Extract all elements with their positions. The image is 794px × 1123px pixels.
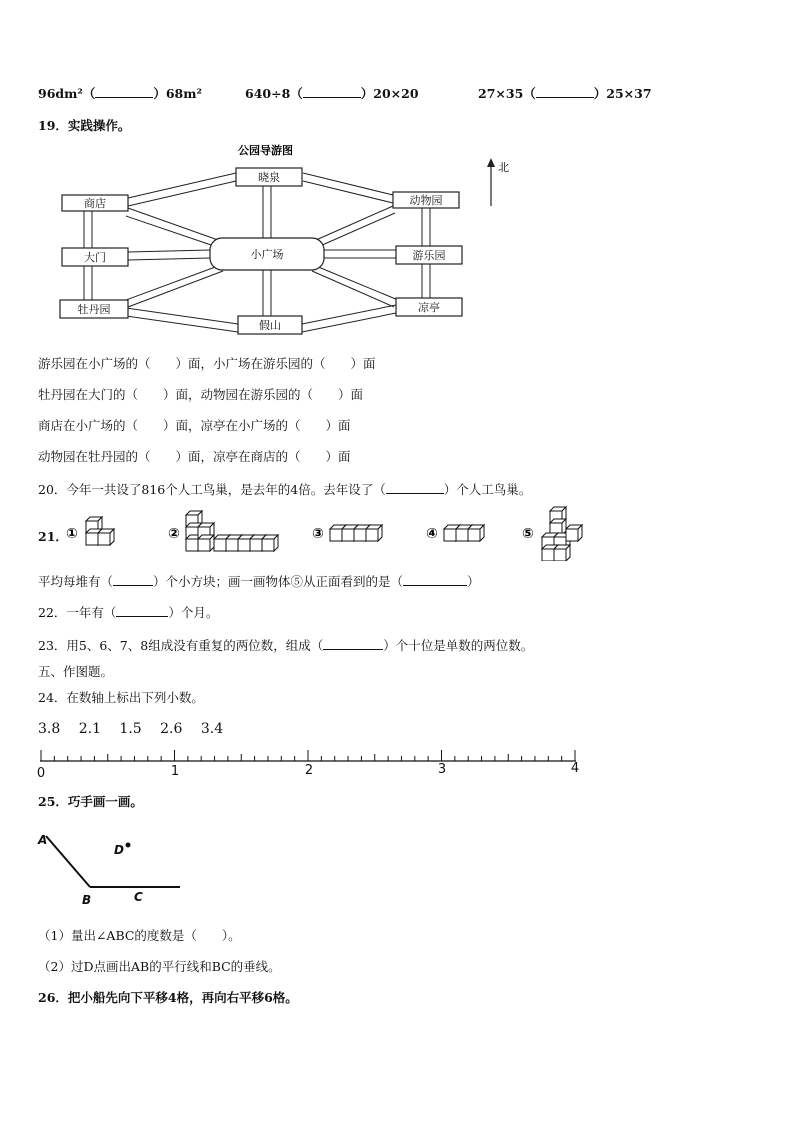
point-d	[126, 843, 131, 848]
label-liangting: 凉亭	[418, 301, 440, 314]
angle-figure	[34, 826, 194, 906]
axis-label-1: 1	[170, 764, 180, 779]
label-youleyuan: 游乐园	[412, 249, 446, 262]
label-shangdian: 商店	[84, 197, 106, 210]
axis-label-2: 2	[304, 763, 314, 778]
q21-question	[38, 572, 480, 590]
label-a: A	[38, 833, 48, 847]
q22	[38, 603, 218, 621]
q18-item-1	[38, 84, 202, 102]
q23-after: ）个十位是单数的两位数。	[383, 638, 534, 653]
q25-sub2: （2）过D点画出AB的平行线和BC的垂线。	[38, 959, 281, 974]
q18-item-2-right: ）20×20	[360, 86, 419, 101]
label-damen: 大门	[84, 251, 106, 264]
q20-before: 20．今年一共设了816个人工鸟巢，是去年的4倍。去年设了（	[38, 482, 386, 497]
q21-figure-2	[186, 511, 278, 551]
q19-title: 19．实践操作。	[38, 118, 131, 133]
q21-marker-4: ④	[426, 526, 438, 542]
axis-label-3: 3	[437, 762, 447, 777]
q21-blank-1[interactable]	[113, 574, 153, 586]
q19-line-2: 牡丹园在大门的（ ）面，动物园在游乐园的（ ）面	[38, 387, 364, 402]
label-mudanyuan: 牡丹园	[77, 303, 111, 316]
q20-blank[interactable]	[386, 482, 444, 494]
q22-blank[interactable]	[116, 605, 168, 617]
q18-item-1-right: ）68m²	[153, 86, 202, 101]
q21-figure-1	[86, 517, 114, 545]
q25-title: 25．巧手画一画。	[38, 794, 143, 809]
q24-numbers: 3.8 2.1 1.5 2.6 3.4	[38, 721, 224, 737]
q19-line-4: 动物园在牡丹园的（ ）面，凉亭在商店的（ ）面	[38, 449, 351, 464]
q20-after: ）个人工鸟巢。	[443, 482, 532, 497]
q20	[38, 480, 531, 498]
axis-label-4: 4	[570, 761, 580, 776]
q22-before: 22．一年有（	[38, 605, 117, 620]
q26-title: 26．把小船先向下平移4格，再向右平移6格。	[38, 990, 298, 1005]
q18-blank-3[interactable]	[536, 86, 594, 98]
label-b: B	[82, 893, 92, 906]
q23-blank[interactable]	[323, 638, 383, 650]
q18-item-2-left: 640÷8（	[245, 86, 303, 101]
q21-marker-1: ①	[66, 526, 78, 542]
q21-label: 21．	[38, 529, 68, 544]
q25-sub1: （1）量出∠ABC的度数是（ ）。	[38, 928, 241, 943]
q21-text-c: ）	[467, 574, 480, 589]
q19-line-3: 商店在小广场的（ ）面，凉亭在小广场的（ ）面	[38, 418, 351, 433]
q18-item-3-right: ）25×37	[593, 86, 652, 101]
q18-item-1-left: 96dm²（	[38, 86, 96, 101]
q21-marker-5: ⑤	[522, 526, 534, 542]
label-jiashan: 假山	[259, 319, 281, 332]
q21-cube-figures	[64, 503, 594, 561]
q18-blank-1[interactable]	[95, 86, 153, 98]
q24-title: 24．在数轴上标出下列小数。	[38, 690, 204, 705]
label-c: C	[134, 890, 143, 904]
q21-marker-2: ②	[168, 526, 180, 542]
label-xiaoquan: 晓泉	[258, 171, 280, 184]
q21-figure-3	[330, 525, 382, 541]
q18-item-3-left: 27×35（	[478, 86, 536, 101]
q21-figure-4	[444, 525, 484, 541]
section-5-title: 五、作图题。	[38, 664, 114, 679]
label-xiaoguangchang: 小广场	[250, 248, 284, 261]
number-line[interactable]	[34, 744, 584, 780]
q23-before: 23．用5、6、7、8组成没有重复的两位数，组成（	[38, 638, 324, 653]
q19-line-1: 游乐园在小广场的（ ）面，小广场在游乐园的（ ）面	[38, 356, 376, 371]
park-map	[48, 140, 518, 340]
q18-item-3	[478, 84, 652, 102]
q21-text-a: 平均每堆有（	[38, 574, 114, 589]
q21-marker-3: ③	[312, 526, 324, 542]
number-line-ticks	[41, 750, 575, 761]
q21-text-b: ）个小方块；画一画物体⑤从正面看到的是（	[153, 574, 404, 589]
q18-blank-2[interactable]	[303, 86, 361, 98]
q22-after: ）个月。	[168, 605, 219, 620]
park-map-title: 公园导游图	[238, 144, 293, 157]
label-d: D	[114, 843, 124, 857]
q23	[38, 636, 533, 654]
label-dongwuyuan: 动物园	[409, 194, 443, 207]
q21-blank-2[interactable]	[403, 574, 467, 586]
q21-figure-5	[542, 507, 582, 561]
north-arrow-icon	[487, 158, 495, 206]
segment-ab	[46, 836, 90, 887]
q18-item-2	[245, 84, 419, 102]
axis-label-0: 0	[36, 766, 46, 780]
north-label: 北	[498, 161, 509, 174]
